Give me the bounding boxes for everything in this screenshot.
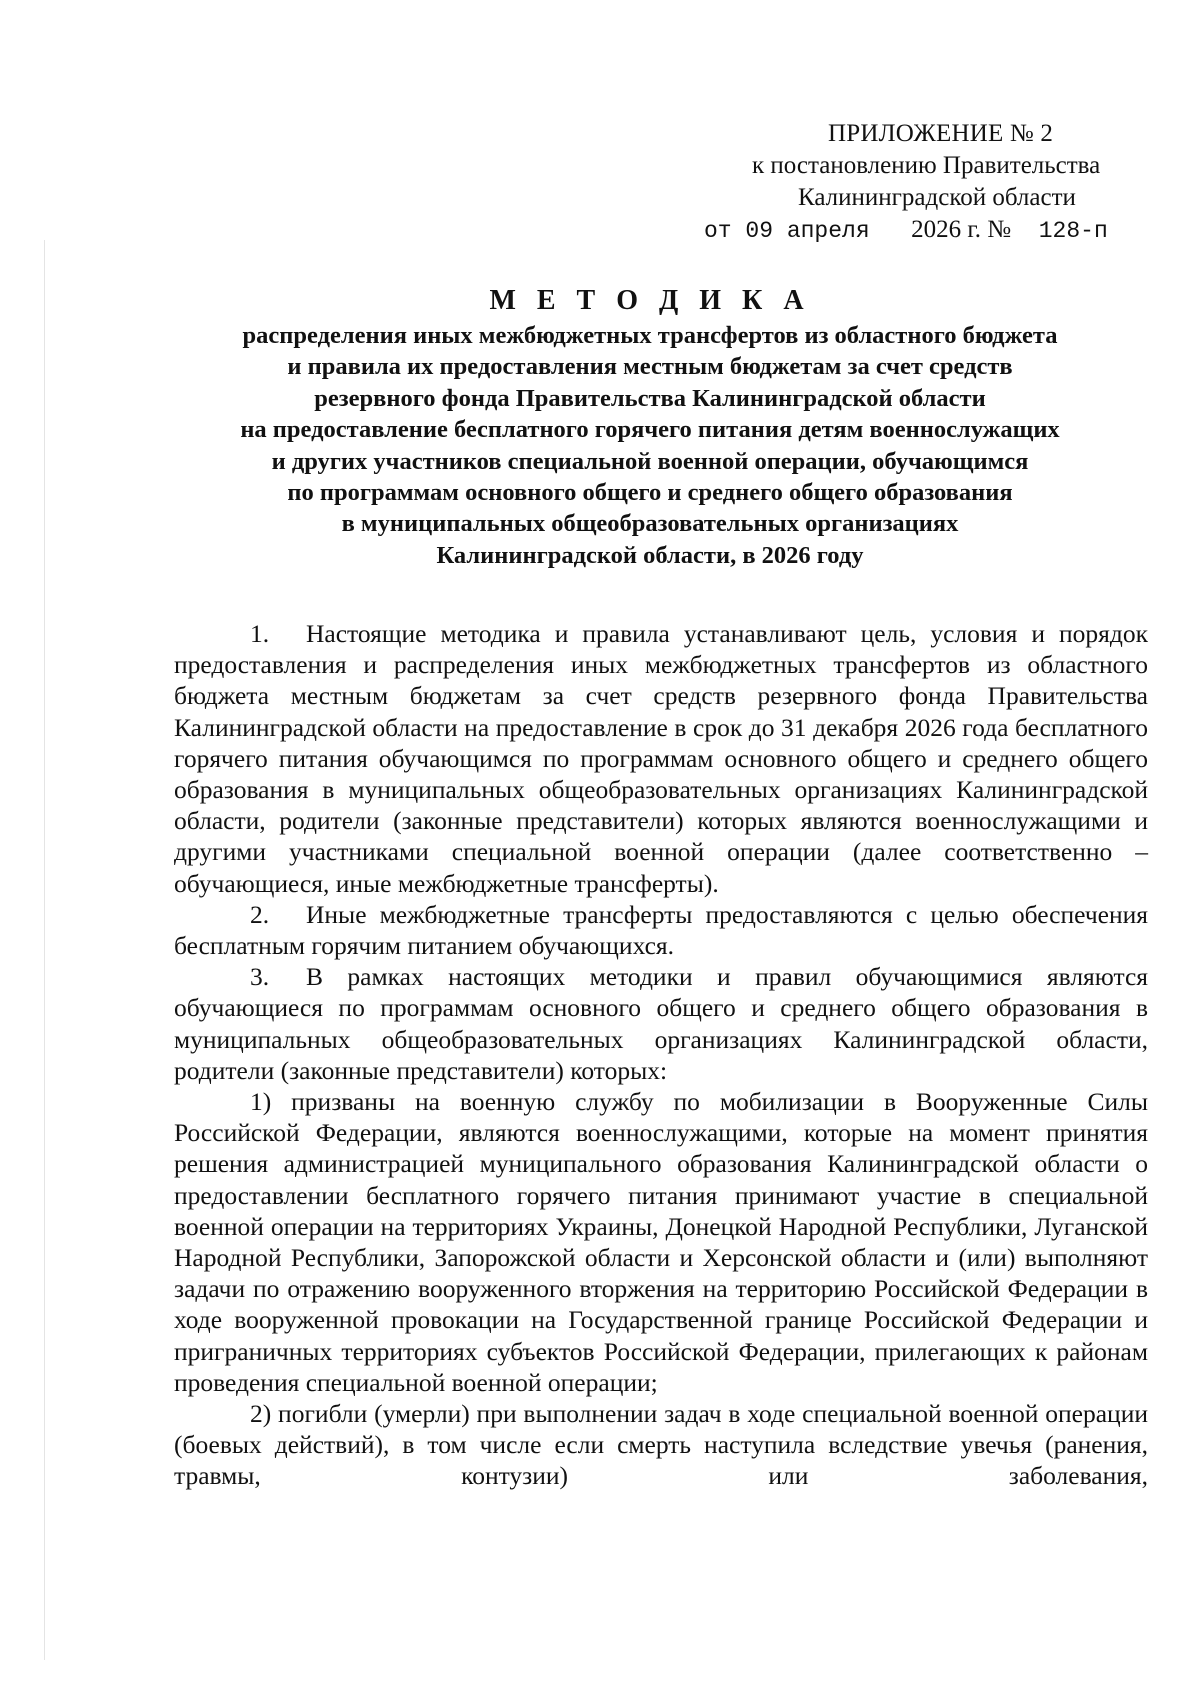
paragraph-3 (174, 961, 1148, 1086)
paragraph-number: 1. (250, 619, 270, 648)
paragraph-2 (174, 899, 1148, 961)
subparagraph-2 (174, 1398, 1148, 1492)
document-subtitle: распределения иных межбюджетных трансфертов из областного бюджета и правила их предоставления местным бюджетам за счет средств резервного фонда Правительства Калининградской области на предоставление бесплатного горячего питания детям военнослужащих и других участников специальной военной операции, обучающимся по программам основного общего и среднего общего образования в муниципальных общеобразовательных организациях Калининградской области, в 2026 году (240, 322, 1060, 569)
document-heading: М Е Т О Д И К А (489, 285, 811, 316)
decree-number: 128-п (1038, 218, 1108, 244)
appendix-decree-reference: к постановлению Правительства (752, 152, 1101, 179)
subparagraph-text: 1) призваны на военную службу по мобилизации в Вооруженные Силы Российской Федерации, являются военнослужащими, которые на момент принятия решения администрацией муниципального образования Калининградской области о предоставлении бесплатного горячего питания принимают участие в специальной военной операции на территориях Украины, Донецкой Народной Республики, Луганской Народной Республики, Запорожской области и Херсонской области и (или) выполняют задачи по отражению вооруженного вторжения на территорию Российской Федерации в ходе вооруженной провокации на Государственной границе Российской Федерации и приграничных территориях субъектов Российской Федерации, прилегающих к районам проведения специальной военной операции; (174, 1087, 1148, 1397)
scan-margin-line (44, 240, 45, 1660)
appendix-title: ПРИЛОЖЕНИЕ № 2 (828, 120, 1054, 147)
date-prefix: от (704, 218, 732, 244)
paragraph-text: Настоящие методика и правила устанавливают цель, условия и порядок предоставления и распределения иных межбюджетных трансфертов из областного бюджета местным бюджетам за счет средств резервного фонда Правительства Калининградской области на предоставление в срок до 31 декабря 2026 года бесплатного горячего питания обучающимся по программам основного общего и среднего общего образования в муниципальных общеобразовательных организациях Калининградской области, родители (законные представители) которых являются военнослужащими и другими участниками специальной военной операции (далее соответственно – обучающиеся, иные межбюджетные трансферты). (174, 619, 1148, 898)
paragraph-number: 3. (250, 962, 270, 992)
paragraph-text: В рамках настоящих методики и правил обучающимися являются обучающиеся по программам основного общего и среднего общего образования в муниципальных общеобразовательных организациях Калининградской области, родители (законные представители) которых: (174, 962, 1148, 1085)
appendix-region: Калининградской области (798, 184, 1076, 211)
document-title-block (150, 284, 1150, 571)
document-body (174, 618, 1148, 1492)
paragraph-text: Иные межбюджетные трансферты предоставляются с целью обеспечения бесплатным горячим питанием обучающихся. (174, 899, 1148, 961)
subparagraph-text: 2) погибли (умерли) при выполнении задач в ходе специальной военной операции (боевых действий), в том числе если смерть наступила вследствие увечья (ранения, травмы, контузии) или заболевания, (174, 1399, 1148, 1491)
decree-year: 2026 г. № (911, 216, 1012, 243)
paragraph-number: 2. (250, 899, 270, 929)
subparagraph-1 (174, 1086, 1148, 1398)
decree-date: 09 апреля (745, 218, 870, 244)
appendix-date-line (704, 214, 1108, 247)
paragraph-1 (174, 618, 1148, 899)
